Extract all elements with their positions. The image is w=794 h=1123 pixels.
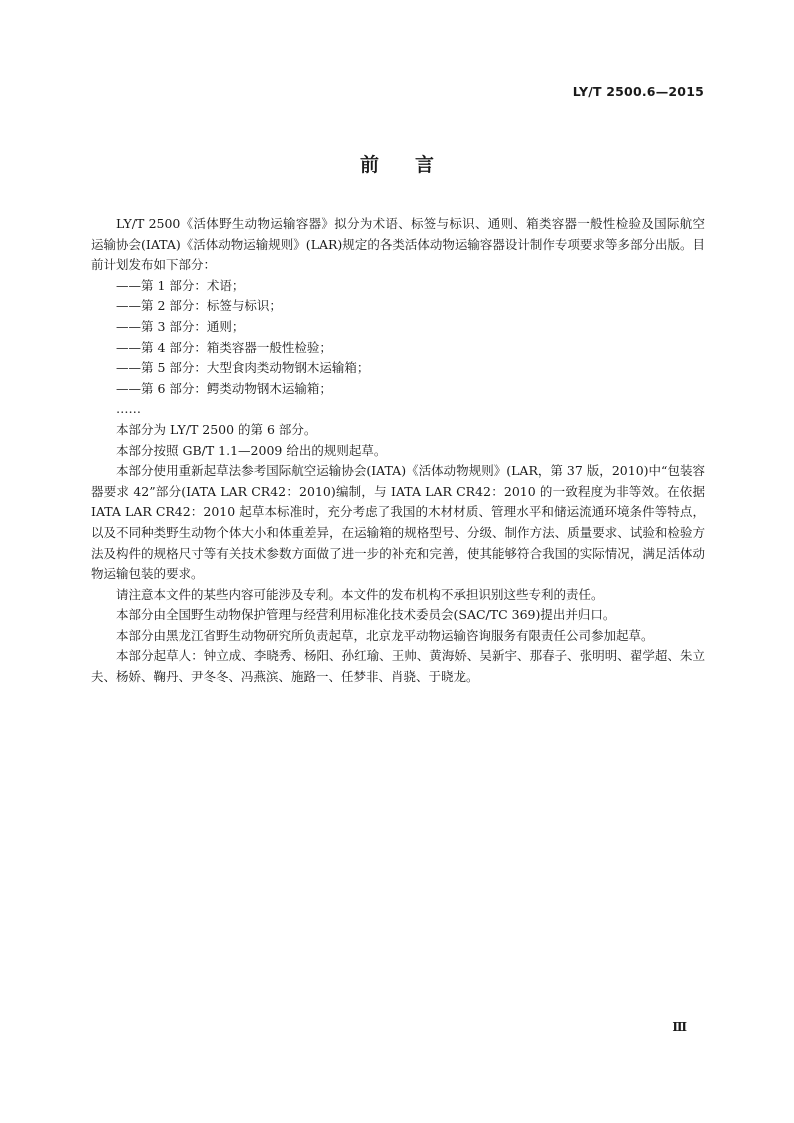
body-paragraph: 本部分按照 GB/T 1.1—2009 给出的规则起草。 xyxy=(116,442,387,458)
document-body xyxy=(91,214,705,688)
body-paragraph: 本部分由黑龙江省野生动物研究所负责起草，北京龙平动物运输咨询服务有限责任公司参加起草。 xyxy=(116,627,654,643)
list-ellipsis: …… xyxy=(116,401,141,417)
standard-code: LY/T 2500.6—2015 xyxy=(572,84,704,99)
body-paragraph: 本部分起草人：钟立成、李晓秀、杨阳、孙红瑜、王帅、黄海娇、吴新宇、那春子、张明明、翟学超、朱立夫、杨娇、鞠丹、尹冬冬、冯燕滨、施路一、任梦非、肖骁、于晓龙。 xyxy=(91,648,705,685)
list-item: ——第 3 部分：通则； xyxy=(116,318,245,334)
list-item: ——第 4 部分：箱类容器一般性检验； xyxy=(116,339,332,355)
page-title: 前言 xyxy=(359,154,470,176)
page-number: Ⅲ xyxy=(672,1020,687,1034)
intro-paragraph: LY/T 2500《活体野生动物运输容器》拟分为术语、标签与标识、通则、箱类容器一般性检验及国际航空运输协会(IATA)《活体动物运输规则》(LAR)规定的各类活体动物运输容器设计制作专项要求等多部分出版。目前计划发布如下部分： xyxy=(91,216,705,273)
body-paragraph: 请注意本文件的某些内容可能涉及专利。本文件的发布机构不承担识别这些专利的责任。 xyxy=(116,586,604,602)
body-paragraph: 本部分由全国野生动物保护管理与经营利用标准化技术委员会(SAC/TC 369)提出并归口。 xyxy=(116,607,616,623)
list-item: ——第 5 部分：大型食肉类动物钢木运输箱； xyxy=(116,360,370,376)
body-paragraph: 本部分使用重新起草法参考国际航空运输协会(IATA)《活体动物规则》(LAR，第 37 版，2010)中“包装容器要求 42”部分(IATA LAR CR42：2010)编制，与 IATA LAR CR42：2010 的一致程度为非等效。在依据 IATA LAR CR42：2010 起草本标准时，充分考虑了我国的木材材质、管理水平和储运流通环境条件等特点，以及不同种类野生动物个体大小和体重差异，在运输箱的规格型号、分级、制作方法、质量要求、试验和检验方法及构件的规格尺寸等有关技术参数方面做了进一步的补充和完善，使其能够符合我国的实际情况，满足活体动物运输包装的要求。 xyxy=(91,463,705,582)
list-item: ——第 2 部分：标签与标识； xyxy=(116,298,282,314)
list-item: ——第 1 部分：术语； xyxy=(116,277,245,293)
list-item: ——第 6 部分：鳄类动物钢木运输箱； xyxy=(116,380,332,396)
body-paragraph: 本部分为 LY/T 2500 的第 6 部分。 xyxy=(116,421,317,437)
